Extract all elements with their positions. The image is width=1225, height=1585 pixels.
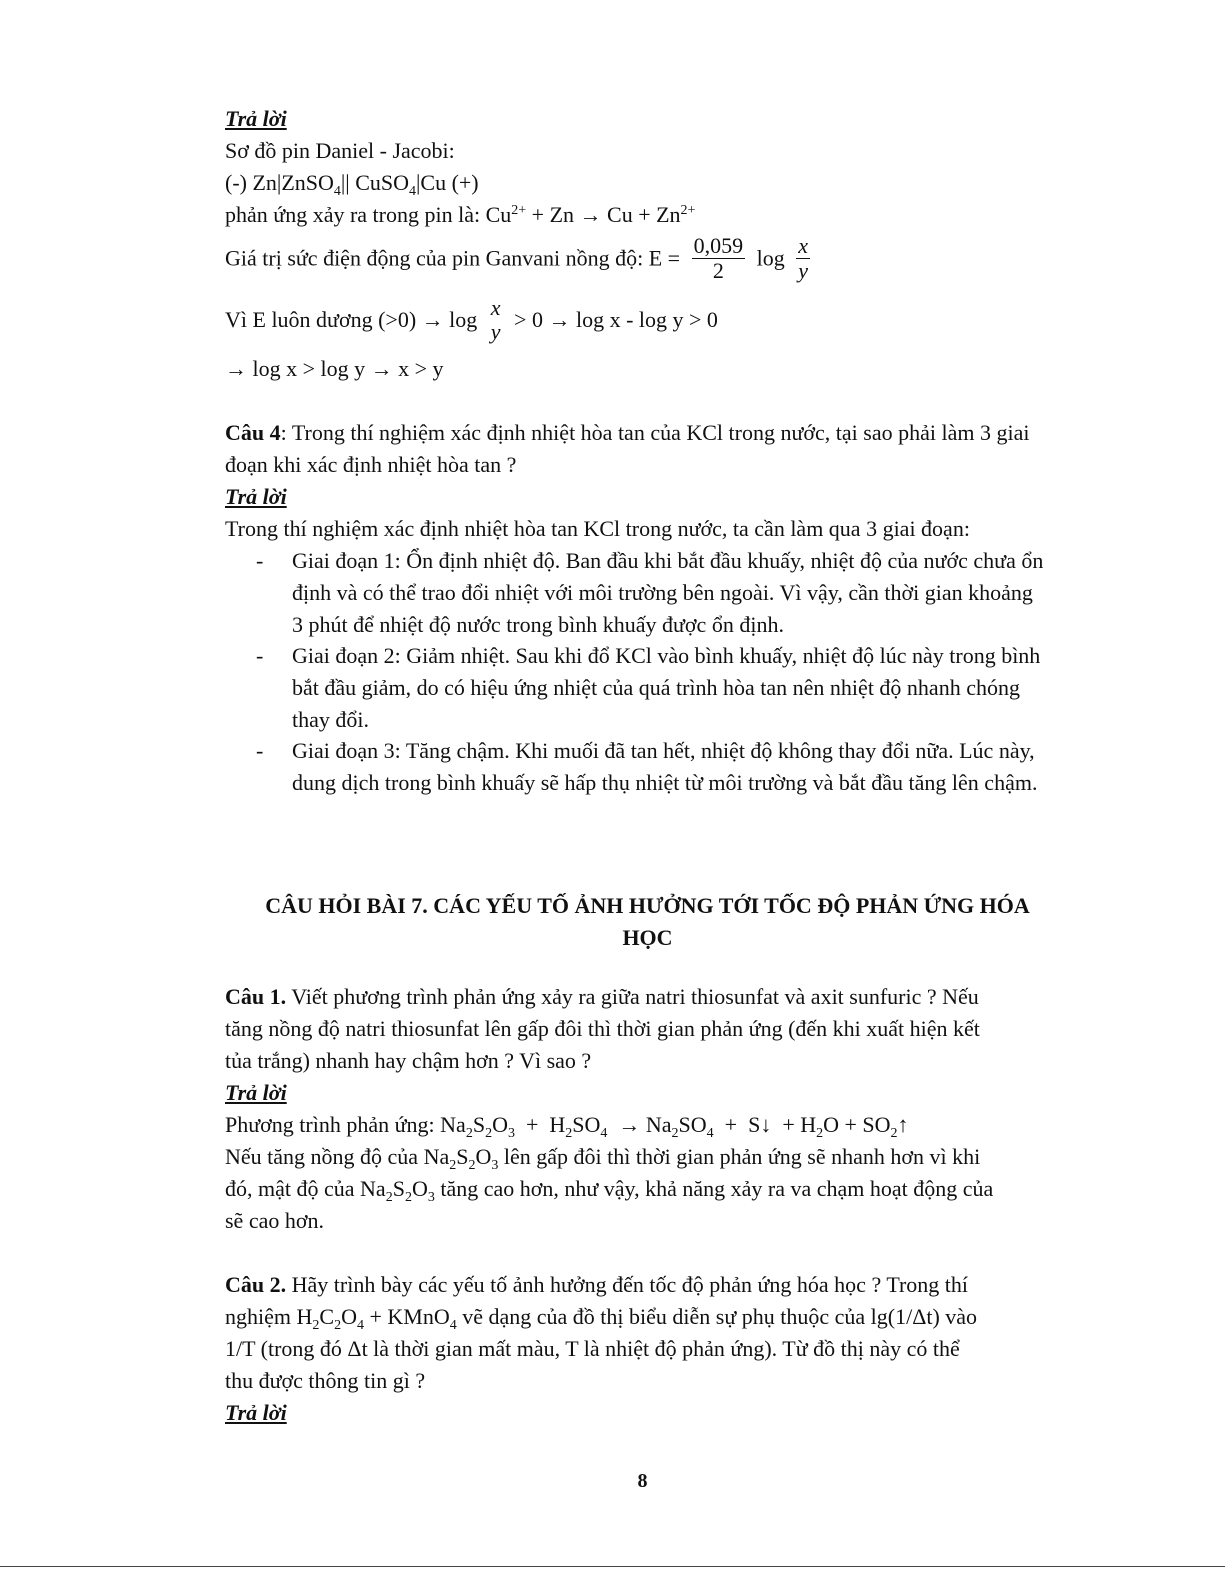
- c2-question-cont-2: 1/T (trong đó Δt là thời gian mất màu, T là nhiệt độ phản ứng). Từ đồ thị này có thể: [225, 1336, 960, 1361]
- q4-question: Câu 4: Trong thí nghiệm xác định nhiệt hòa tan của KCl trong nước, tại sao phải làm 3 giai: [225, 420, 1030, 445]
- emf-positive-line: Vì E luôn dương (>0) → log x y > 0 → log x - log y > 0: [225, 295, 718, 344]
- cell-reaction: phản ứng xảy ra trong pin là: $Cu^{2+} + Zn \to Cu + Zn^{2+}$: [225, 202, 696, 227]
- c1-answer-2: đó, mật độ của $Na_2S_2O_3$ tăng cao hơn, như vậy, khả năng xảy ra va chạm hoạt động của: [225, 1176, 994, 1205]
- q4-intro: Trong thí nghiệm xác định nhiệt hòa tan KCl trong nước, ta cần làm qua 3 giai đoạn:: [225, 516, 970, 541]
- bullet-dash: -: [256, 738, 264, 763]
- bottom-rule: [0, 1566, 1225, 1567]
- c2-question: Câu 2. Hãy trình bày các yếu tố ảnh hưởng đến tốc độ phản ứng hóa học ? Trong thí: [225, 1272, 969, 1297]
- daniel-jacobi-heading: Sơ đồ pin Daniel - Jacobi:: [225, 138, 455, 163]
- answer-label: Trả lời: [225, 106, 287, 131]
- c1-answer-1: Nếu tăng nồng độ của $Na_2S_2O_3$ lên gấp đôi thì thời gian phản ứng sẽ nhanh hơn vì khi: [225, 1144, 981, 1173]
- answer-label: Trả lời: [225, 484, 287, 509]
- bullet-dash: -: [256, 548, 264, 573]
- conclusion-line: → log x > log y → x > y: [225, 356, 444, 381]
- c2-question-cont-1: nghiệm $H_2C_2O_4$ + KMnO$_4$ vẽ dạng của đồ thị biểu diễn sự phụ thuộc của lg(1/Δt) vào: [225, 1304, 978, 1333]
- c1-question-cont-2: tủa trắng) nhanh hay chậm hơn ? Vì sao ?: [225, 1048, 592, 1073]
- xy-fraction: $\frac{x}{y}$: [798, 233, 808, 283]
- bullet-stage-3: Giai đoạn 3: Tăng chậm. Khi muối đã tan hết, nhiệt độ không thay đổi nữa. Lúc này, dung dịch trong bình khuấy sẽ hấp thụ nhiệt từ môi trường và bắt đầu tăng lên chậm.: [292, 738, 1038, 795]
- c1-question: Câu 1. Viết phương trình phản ứng xảy ra giữa natri thiosunfat và axit sunfuric ? Nếu: [225, 984, 979, 1009]
- c1-question-cont-1: tăng nồng độ natri thiosunfat lên gấp đôi thì thời gian phản ứng (đến khi xuất hiện kết: [225, 1016, 980, 1041]
- c1-answer-3: sẽ cao hơn.: [225, 1208, 324, 1233]
- c2-question-cont-3: thu được thông tin gì ?: [225, 1368, 426, 1393]
- emf-formula: Giá trị sức điện động của pin Ganvani nồng độ: E = $\frac{0,059}{2}$ log $\frac{x}{y}$: [225, 233, 808, 283]
- emf-fraction: $\frac{0,059}{2}$: [693, 233, 744, 283]
- xy-fraction-2: x y: [490, 295, 501, 344]
- answer-label: Trả lời: [225, 1400, 287, 1425]
- page-number: 8: [637, 1470, 648, 1492]
- bullet-dash: -: [256, 643, 264, 668]
- section-heading: CÂU HỎI BÀI 7. CÁC YẾU TỐ ẢNH HƯỞNG TỚI TỐC ĐỘ PHẢN ỨNG HÓA HỌC: [265, 893, 1030, 950]
- bullet-stage-1: Giai đoạn 1: Ổn định nhiệt độ. Ban đầu khi bắt đầu khuấy, nhiệt độ của nước chưa ổn định và có thể trao đổi nhiệt với môi trường bên ngoài. Vì vậy, cần thời gian khoảng 3 phút để nhiệt độ nước trong bình khuấy được ổn định.: [292, 548, 1044, 637]
- answer-label: Trả lời: [225, 1080, 287, 1105]
- bullet-stage-2: Giai đoạn 2: Giảm nhiệt. Sau khi đổ KCl vào bình khuấy, nhiệt độ lúc này trong bình bắt đầu giảm, do có hiệu ứng nhiệt của quá trình hòa tan nên nhiệt độ nhanh chóng thay đổi.: [292, 643, 1041, 732]
- c1-reaction-equation: Phương trình phản ứng: $Na_2S_2O_3 + H_2SO_4 \to Na_2SO_4$ + S↓ + $H_2O$ + $SO_2↑$: [225, 1112, 909, 1141]
- q4-question-cont: đoạn khi xác định nhiệt hòa tan ?: [225, 452, 517, 477]
- cell-diagram: (-) Zn|ZnSO$_4$|| CuSO$_4$|Cu (+): [225, 170, 479, 199]
